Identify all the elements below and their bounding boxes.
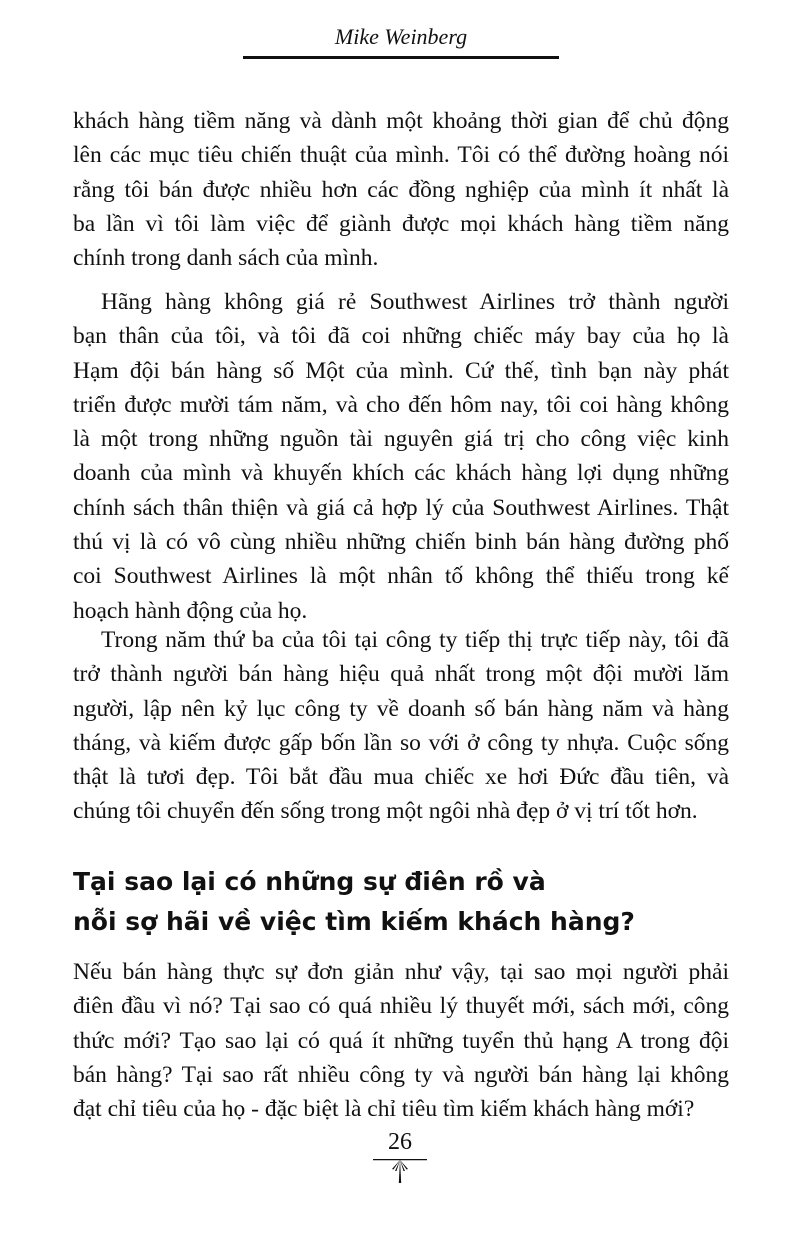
text-line: bạn thân của tôi, và tôi đã coi những chiếc máy bay của họ là	[73, 323, 729, 350]
text-line: người, lập nên kỷ lục công ty về doanh số bán hàng năm và hàng	[73, 695, 729, 722]
text-line: rằng tôi bán được nhiều hơn các đồng nghiệp của mình ít nhất là	[73, 176, 729, 203]
text-line: doanh của mình và khuyến khích các khách hàng lợi dụng những	[73, 460, 729, 487]
text-line: coi Southwest Airlines là một nhân tố không thể thiếu trong kế	[73, 563, 729, 590]
text-line: thú vị là có vô cùng nhiều những chiến binh bán hàng đường phố	[73, 529, 729, 556]
header-rule	[243, 56, 559, 59]
text-line: Hãng hàng không giá rẻ Southwest Airlines trở thành người	[101, 289, 729, 315]
text-line: là một trong những nguồn tài nguyên giá trị cho công việc kinh	[73, 426, 729, 453]
text-line: ba lần vì tôi làm việc để giành được mọi khách hàng tiềm năng	[73, 210, 729, 237]
section-paragraph	[73, 955, 729, 1126]
section-heading-line: nỗi sợ hãi về việc tìm kiếm khách hàng?	[73, 907, 635, 936]
text-line: thức mới? Tạo sao lại có quá ít những tuyển thủ hạng A trong đội	[73, 1027, 729, 1054]
text-line: chính trong danh sách của mình.	[73, 245, 379, 272]
text-line: đạt chỉ tiêu của họ - đặc biệt là chỉ tiêu tìm kiếm khách hàng mới?	[73, 1096, 695, 1123]
section-heading	[73, 862, 635, 942]
text-line: triển được mười tám năm, và cho đến hôm nay, tôi coi hàng không	[73, 391, 729, 418]
text-line: bán hàng? Tại sao rất nhiều công ty và người bán hàng lại không	[73, 1061, 729, 1088]
compass-star-ornament-icon	[370, 1157, 430, 1185]
text-line: Nếu bán hàng thực sự đơn giản như vậy, tại sao mọi người phải	[73, 959, 729, 985]
text-line: thật là tươi đẹp. Tôi bắt đầu mua chiếc xe hơi Đức đầu tiên, và	[73, 764, 729, 791]
section-heading-line: Tại sao lại có những sự điên rồ và	[73, 867, 546, 896]
page-footer	[350, 1127, 450, 1190]
text-line: khách hàng tiềm năng và dành một khoảng thời gian để chủ động	[73, 108, 729, 134]
text-line: lên các mục tiêu chiến thuật của mình. Tôi có thể đường hoàng nói	[73, 142, 729, 169]
text-line: tháng, và kiếm được gấp bốn lần so với ở công ty nhựa. Cuộc sống	[73, 729, 729, 756]
paragraph-2	[73, 285, 729, 628]
text-line: điên đầu vì nó? Tại sao có quá nhiều lý thuyết mới, sách mới, công	[73, 993, 729, 1020]
text-line: chúng tôi chuyển đến sống trong một ngôi nhà đẹp ở vị trí tốt hơn.	[73, 798, 698, 825]
text-line: hoạch hành động của họ.	[73, 597, 308, 624]
text-line: chính sách thân thiện và giá cả hợp lý của Southwest Airlines. Thật	[73, 494, 729, 521]
text-line: Trong năm thứ ba của tôi tại công ty tiếp thị trực tiếp này, tôi đã	[101, 627, 729, 653]
text-line: Hạm đội bán hàng số Một của mình. Cứ thế, tình bạn này phát	[73, 357, 729, 384]
page-number: 26	[388, 1129, 412, 1155]
paragraph-3	[73, 623, 729, 829]
paragraph-1	[73, 104, 729, 275]
running-header-author: Mike Weinberg	[334, 24, 468, 49]
text-line: trở thành người bán hàng hiệu quả nhất trong một đội mười lăm	[73, 661, 729, 688]
running-header	[243, 22, 559, 59]
